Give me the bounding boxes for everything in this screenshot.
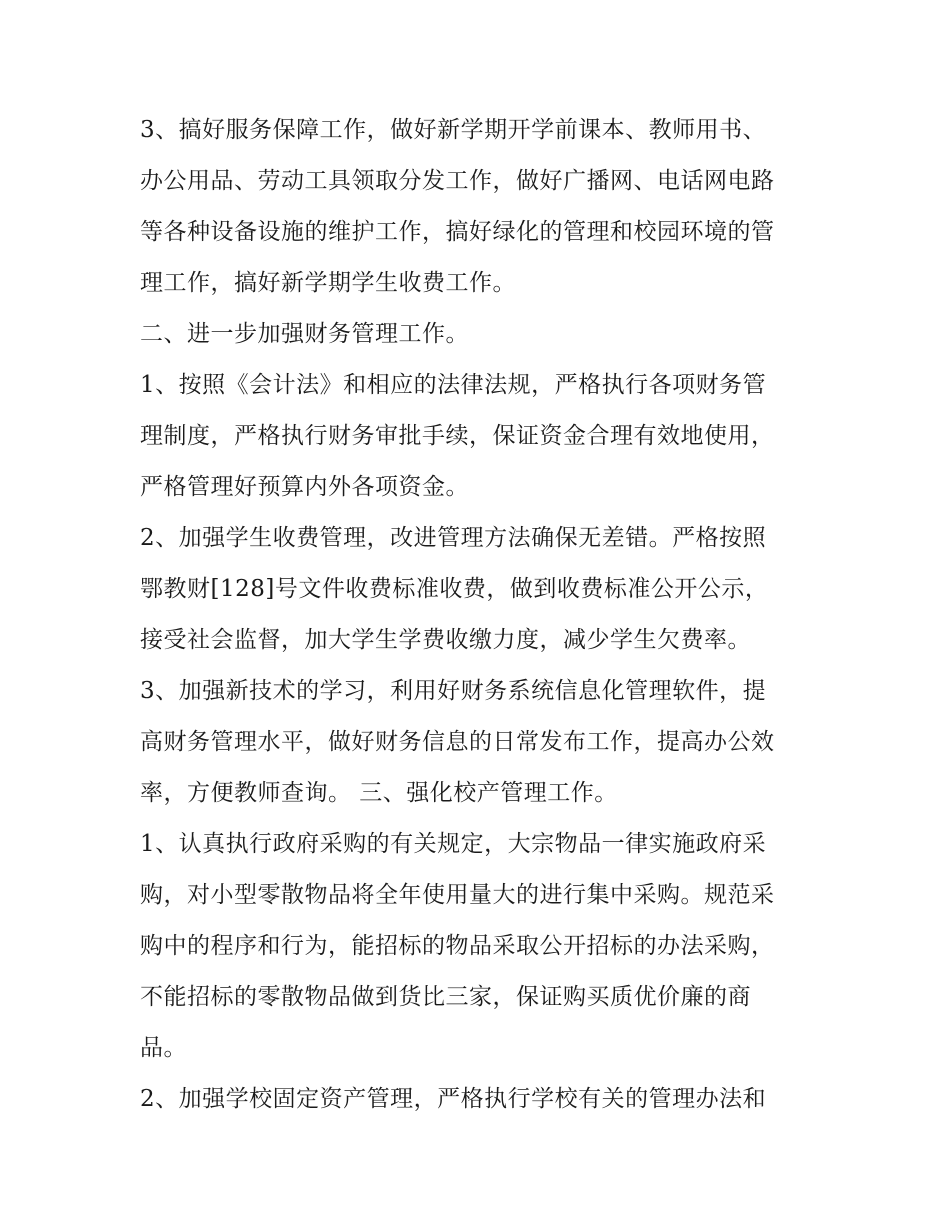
- text-line-6: 1、按照《会计法》和相应的法律法规，严格执行各项财务管: [140, 372, 767, 398]
- text-line-17: 购中的程序和行为，能招标的物品采取公开招标的办法采购，: [140, 933, 775, 959]
- text-line-15: 1、认真执行政府采购的有关规定，大宗物品一律实施政府采: [140, 831, 767, 857]
- text-line-20: 2、加强学校固定资产管理，严格执行学校有关的管理办法和: [140, 1086, 767, 1112]
- text-line-3: 等各种设备设施的维护工作，搞好绿化的管理和校园环境的管: [140, 219, 775, 245]
- text-line-8: 严格管理好预算内外各项资金。: [140, 474, 469, 500]
- text-line-14: 率，方便教师查询。 三、强化校产管理工作。: [140, 780, 618, 806]
- text-line-7: 理制度，严格执行财务审批手续，保证资金合理有效地使用，: [140, 423, 775, 449]
- text-line-10: 鄂教财[128]号文件收费标准收费，做到收费标准公开公示，: [140, 576, 769, 602]
- text-line-1: 3、搞好服务保障工作，做好新学期开学前课本、教师用书、: [140, 117, 767, 143]
- text-line-2: 办公用品、劳动工具领取分发工作，做好广播网、电话网电路: [140, 168, 775, 194]
- text-line-18: 不能招标的零散物品做到货比三家，保证购买质优价廉的商: [140, 984, 751, 1010]
- text-line-9: 2、加强学生收费管理，改进管理方法确保无差错。严格按照: [140, 525, 767, 551]
- text-line-12: 3、加强新技术的学习，利用好财务系统信息化管理软件，提: [140, 678, 767, 704]
- text-line-4: 理工作，搞好新学期学生收费工作。: [140, 270, 516, 296]
- text-line-19: 品。: [140, 1035, 187, 1061]
- text-line-16: 购，对小型零散物品将全年使用量大的进行集中采购。规范采: [140, 882, 775, 908]
- text-line-13: 高财务管理水平，做好财务信息的日常发布工作，提高办公效: [140, 729, 775, 755]
- section-heading-2: 二、进一步加强财务管理工作。: [140, 321, 469, 347]
- text-line-11: 接受社会监督，加大学生学费收缴力度，减少学生欠费率。: [140, 627, 751, 653]
